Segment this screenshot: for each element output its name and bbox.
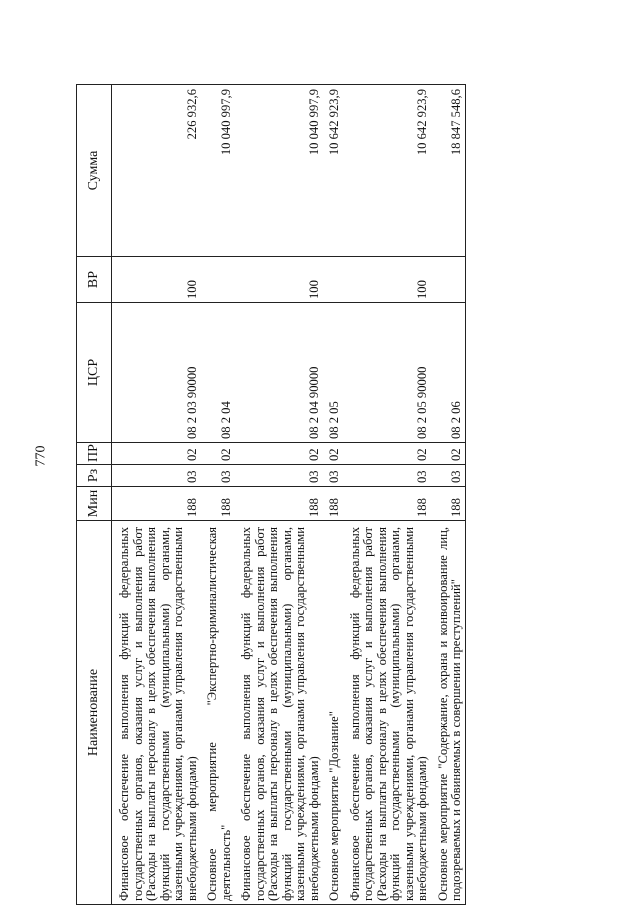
row-rz: 03: [431, 465, 466, 487]
row-pr: 02: [112, 443, 201, 465]
row-min: 188: [343, 487, 431, 521]
row-vr: [431, 257, 466, 303]
row-name: Основное мероприятие "Дознание": [322, 521, 343, 905]
row-min: 188: [112, 487, 201, 521]
row-name: Основное мероприятие "Экспертно-криминалистическая деятельность": [200, 521, 234, 905]
header-sum: Сумма: [77, 85, 112, 257]
table-row: [343, 85, 431, 905]
row-csr: 08 2 06: [431, 303, 466, 443]
row-vr: 100: [234, 257, 322, 303]
header-csr: ЦСР: [77, 303, 112, 443]
table-row: [112, 85, 201, 905]
row-sum: 10 642 923,9: [322, 85, 343, 257]
row-rz: 03: [112, 465, 201, 487]
row-rz: 03: [343, 465, 431, 487]
row-vr: 100: [343, 257, 431, 303]
header-min: Мин: [77, 487, 112, 521]
row-csr: 08 2 05 90000: [343, 303, 431, 443]
table-row: [200, 85, 234, 905]
budget-table: [76, 84, 466, 905]
table-header-row: [77, 85, 112, 905]
header-vr: ВР: [77, 257, 112, 303]
table-row: [431, 85, 466, 905]
row-min: 188: [322, 487, 343, 521]
row-pr: 02: [234, 443, 322, 465]
rotated-page-content: [76, 85, 640, 905]
row-name: Основное мероприятие "Содержание, охрана и конвоирование лиц, подозреваемых и обвиняемых в совершении преступлений": [431, 521, 466, 905]
row-csr: 08 2 04: [200, 303, 234, 443]
row-name: Финансовое обеспечение выполнения функций федеральных государственных органов, оказания услуг и выполнения работ (Расходы на выплаты персоналу в целях обеспечения выполнения функций государственными (муниципальными) органами, казенными учреждениями, органами управления государственными внебюджетными фондами): [234, 521, 322, 905]
row-sum: 10 040 997,9: [200, 85, 234, 257]
row-min: 188: [431, 487, 466, 521]
row-min: 188: [200, 487, 234, 521]
row-sum: 226 932,6: [112, 85, 201, 257]
row-csr: 08 2 05: [322, 303, 343, 443]
row-csr: 08 2 03 90000: [112, 303, 201, 443]
row-sum: 10 642 923,9: [343, 85, 431, 257]
row-name: Финансовое обеспечение выполнения функций федеральных государственных органов, оказания услуг и выполнения работ (Расходы на выплаты персоналу в целях обеспечения выполнения функций государственными (муниципальными) органами, казенными учреждениями, органами управления государственными внебюджетными фондами): [112, 521, 201, 905]
header-name: Наименование: [77, 521, 112, 905]
row-vr: [322, 257, 343, 303]
row-pr: 02: [322, 443, 343, 465]
table-row: [234, 85, 322, 905]
row-vr: 100: [112, 257, 201, 303]
row-sum: 10 040 997,9: [234, 85, 322, 257]
header-pr: ПР: [77, 443, 112, 465]
row-pr: 02: [431, 443, 466, 465]
row-csr: 08 2 04 90000: [234, 303, 322, 443]
row-rz: 03: [200, 465, 234, 487]
page-number: 770: [33, 445, 49, 467]
row-rz: 03: [234, 465, 322, 487]
row-vr: [200, 257, 234, 303]
table-row: [322, 85, 343, 905]
row-min: 188: [234, 487, 322, 521]
row-name: Финансовое обеспечение выполнения функций федеральных государственных органов, оказания услуг и выполнения работ (Расходы на выплаты персоналу в целях обеспечения выполнения функций государственными (муниципальными) органами, казенными учреждениями, органами управления государственными внебюджетными фондами): [343, 521, 431, 905]
row-rz: 03: [322, 465, 343, 487]
row-pr: 02: [200, 443, 234, 465]
header-rz: Рз: [77, 465, 112, 487]
row-sum: 18 847 548,6: [431, 85, 466, 257]
row-pr: 02: [343, 443, 431, 465]
